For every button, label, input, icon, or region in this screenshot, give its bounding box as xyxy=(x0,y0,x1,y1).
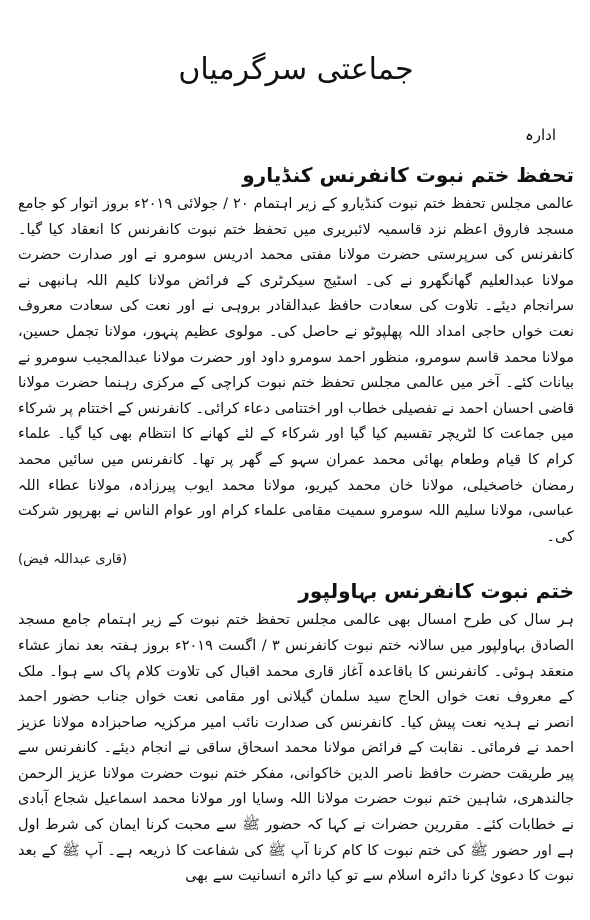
page-title: جماعتی سرگرمیاں xyxy=(178,52,414,87)
section-heading: ختم نبوت کانفرنس بہاولپور xyxy=(298,579,574,604)
article-page xyxy=(18,40,574,890)
section-bahawalpur xyxy=(18,576,574,890)
section-kandiaro xyxy=(18,160,574,570)
author-byline: ادارہ xyxy=(524,126,556,144)
section-body: ہر سال کی طرح امسال بھی عالمی مجلس تحفظ ختم نبوت کے زیر اہتمام جامع مسجد الصادق بہاولپور میں سالانہ ختم نبوت کانفرنس ۳ / اگست ۲۰۱۹ء بروز ہفتہ بعد نماز عشاء منعقد ہوئی۔ کانفرنس کا باقاعدہ آغاز قاری محمد اقبال کی تلاوت کلام پاک سے ہوا۔ ملک کے معروف نعت خواں الحاج سید سلمان گیلانی اور مقامی نعت خواں جناب حضور احمد انصر نے ہدیہ نعت پیش کیا۔ کانفرنس کی صدارت نائب امیر مرکزیہ صاحبزادہ مولانا عزیز احمد نے فرمائی۔ نقابت کے فرائض مولانا محمد اسحاق ساقی نے انجام دیئے۔ کانفرنس سے پیر طریقت حضرت حافظ ناصر الدین خاکوانی، مفکر ختم نبوت حضرت مولانا عزیز الرحمن جالندھری، شاہین ختم نبوت حضرت مولانا اللہ وسایا اور مولانا محمد اسماعیل شجاع آبادی نے خطابات کئے۔ مقررین حضرات نے کہا کہ حضور ﷺ سے محبت کرنا ایمان کی شرط اول ہے اور حضور ﷺ کی ختم نبوت کا کام کرنا آپ ﷺ کی شفاعت کا ذریعہ ہے۔ آپ ﷺ کے بعد نبوت کا دعویٰ کرنا دائرہ اسلام سے تو کیا دائرہ انسانیت سے بھی xyxy=(18,612,574,885)
section-body: عالمی مجلس تحفظ ختم نبوت کنڈیارو کے زیر اہتمام ۲۰ / جولائی ۲۰۱۹ء بروز اتوار کو جامع مسجد فاروق اعظم نزد قاسمیہ لائبریری میں تحفظ ختم نبوت کانفرنس کا انعقاد کیا گیا۔ کانفرنس کی سرپرستی حضرت مولانا مفتی محمد ادریس سومرو نے اور صدارت حضرت مولانا عبدالعلیم گھانگھرو نے کی۔ اسٹیج سیکرٹری کے فرائض مولانا کلیم اللہ ہانبھی نے سرانجام دیئے۔ تلاوت کی سعادت حافظ عبدالقادر بروہی نے اور نعت کی سعادت معروف نعت خواں حاجی امداد اللہ پھلپوٹو نے حاصل کی۔ مولوی عظیم پنہور، مولانا تجمل حسین، مولانا محمد قاسم سومرو، منظور احمد سومرو داود اور حضرت مولانا عبدالمجیب سومرو نے بیانات کئے۔ آخر میں عالمی مجلس تحفظ ختم نبوت کراچی کے مرکزی رہنما حضرت مولانا قاضی احسان احمد نے تفصیلی خطاب اور اختتامی دعاء کرائی۔ کانفرنس کے اختتام پر شرکاء میں جماعت کا لٹریچر تقسیم کیا گیا اور شرکاء کے لئے کھانے کا انتظام بھی کیا گیا۔ علماء کرام کا قیام وطعام بھائی محمد عمران سہو کے گھر پر تھا۔ کانفرنس میں سائیں محمد رمضان خاصخیلی، مولانا خان محمد کیریو، مولانا محمد ایوب پیرزادہ، مولانا عطاء اللہ عباسی، مولانا سلیم اللہ سومرو سمیت مقامی علماء کرام اور عوام الناس نے بھرپور شرکت کی۔ xyxy=(18,196,575,545)
report-signature: (قاری عبداللہ فیض) xyxy=(18,552,128,568)
section-heading: تحفظ ختم نبوت کانفرنس کنڈیارو xyxy=(242,163,574,187)
